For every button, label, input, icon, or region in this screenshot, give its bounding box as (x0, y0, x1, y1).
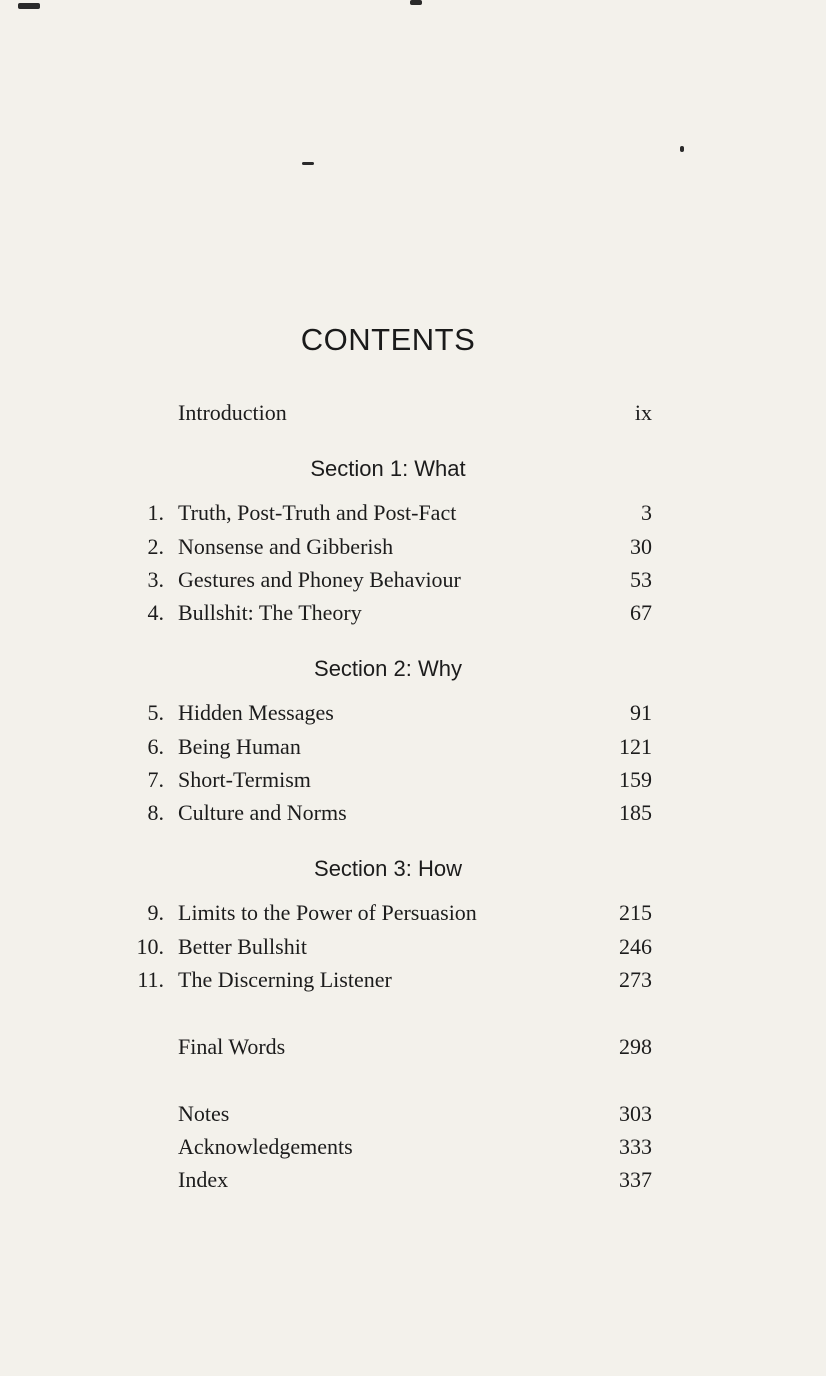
entry-label: Being Human (178, 734, 301, 759)
entry-page: 30 (630, 534, 652, 559)
entry-page: 185 (619, 800, 652, 825)
entry-page: 273 (619, 967, 652, 992)
entry-page: ix (634, 400, 652, 425)
entry-label: Short-Termism (178, 767, 311, 792)
entry-label: Notes (178, 1101, 230, 1126)
entry-page: 303 (619, 1101, 652, 1126)
entry-page: 3 (641, 500, 652, 525)
toc-entry (120, 734, 660, 764)
entry-label: Limits to the Power of Persuasion (178, 900, 477, 925)
toc-entry (120, 700, 660, 730)
chapter-number: 4. (147, 600, 164, 625)
entry-page: 298 (619, 1034, 652, 1059)
chapter-number: 10. (136, 934, 164, 959)
entry-page: 337 (619, 1167, 652, 1192)
entry-label: Final Words (178, 1034, 286, 1059)
entry-page: 215 (619, 900, 652, 925)
entry-label: The Discerning Listener (178, 967, 392, 992)
entry-page: 246 (619, 934, 652, 959)
entry-label: Acknowledgements (178, 1134, 353, 1159)
entry-label: Truth, Post-Truth and Post-Fact (178, 500, 457, 525)
entry-label: Better Bullshit (178, 934, 307, 959)
chapter-number: 11. (137, 967, 164, 992)
entry-page: 67 (630, 600, 652, 625)
entry-label: Culture and Norms (178, 800, 347, 825)
chapter-number: 8. (147, 800, 164, 825)
entry-page: 333 (619, 1134, 652, 1159)
entry-page: 91 (630, 700, 652, 725)
toc-entry (120, 400, 660, 430)
chapter-number: 7. (147, 767, 164, 792)
toc-entry (120, 900, 660, 930)
entry-label: Nonsense and Gibberish (178, 534, 394, 559)
toc-entry (120, 767, 660, 797)
section-heading: Section 3: How (314, 856, 462, 881)
chapter-number: 3. (147, 567, 164, 592)
chapter-number: 1. (147, 500, 164, 525)
section-heading: Section 2: Why (314, 656, 462, 681)
ink-mark (18, 3, 40, 9)
chapter-number: 6. (147, 734, 164, 759)
entry-page: 121 (619, 734, 652, 759)
entry-page: 159 (619, 767, 652, 792)
entry-label: Bullshit: The Theory (178, 600, 362, 625)
entry-label: Index (178, 1167, 229, 1192)
entry-label: Gestures and Phoney Behaviour (178, 567, 461, 592)
entry-label: Hidden Messages (178, 700, 334, 725)
entry-label: Introduction (178, 400, 287, 425)
toc-entry (120, 934, 660, 964)
toc-entry (120, 1101, 660, 1131)
page-title: CONTENTS (300, 322, 476, 357)
toc-entry (120, 1134, 660, 1164)
section-heading: Section 1: What (310, 456, 466, 481)
chapter-number: 5. (147, 700, 164, 725)
chapter-number: 9. (147, 900, 164, 925)
chapter-number: 2. (147, 534, 164, 559)
ink-mark (680, 146, 684, 152)
toc-entry (120, 534, 660, 564)
toc-entry (120, 1034, 660, 1064)
entry-page: 53 (630, 567, 652, 592)
toc-entry (120, 1167, 660, 1197)
ink-mark (410, 0, 422, 5)
toc-entry (120, 967, 660, 997)
toc-entry (120, 800, 660, 830)
toc-entry (120, 600, 660, 630)
toc-entry (120, 500, 660, 530)
ink-mark (302, 162, 314, 165)
toc-entry (120, 567, 660, 597)
